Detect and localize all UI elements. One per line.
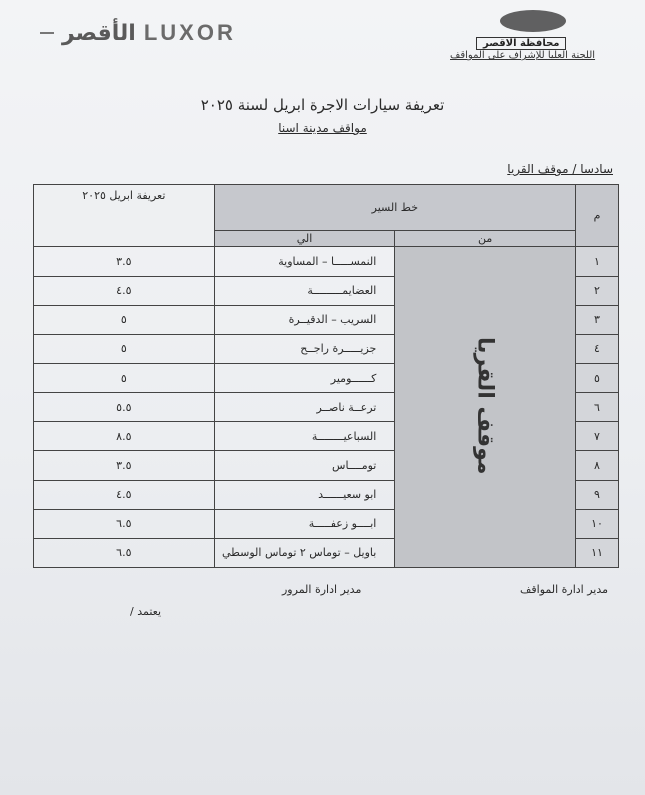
row-number: ١١ — [576, 538, 619, 567]
document-title: تعريفة سيارات الاجرة ابريل لسنة ٢٠٢٥ — [200, 96, 445, 114]
header-from: من — [395, 231, 576, 247]
parking-manager-signature: مدير ادارة المواقف — [520, 583, 609, 596]
destination-cell: السباعيــــــــة — [214, 422, 395, 451]
governorate-stamp: محافظة الاقصر — [476, 37, 566, 50]
destination-cell: تومــــاس — [214, 451, 395, 480]
eagle-emblem-icon — [500, 10, 566, 32]
fare-cell: ٥ — [34, 334, 215, 363]
row-number: ٤ — [576, 334, 619, 363]
logo-english: LUXOR — [143, 20, 236, 45]
logo-dash — [40, 32, 54, 34]
destination-cell: كــــــومير — [214, 364, 395, 393]
destination-cell: السريب – الدقيــرة — [214, 305, 395, 334]
header-to: الي — [214, 231, 395, 247]
fare-cell: ٥.٥ — [34, 393, 215, 422]
row-number: ٧ — [576, 422, 619, 451]
row-number: ٥ — [576, 364, 619, 393]
header-num: م — [576, 185, 619, 247]
fare-cell: ٤.٥ — [34, 276, 215, 305]
destination-cell: النمســـــا – المساوية — [214, 247, 395, 276]
from-station-cell — [395, 247, 576, 568]
fare-table — [33, 184, 619, 568]
logo-arabic: الأقصر — [62, 20, 136, 46]
row-number: ٨ — [576, 451, 619, 480]
destination-cell: ابو سعيــــــد — [214, 480, 395, 509]
row-number: ٩ — [576, 480, 619, 509]
approval-label: يعتمد / — [130, 605, 162, 618]
fare-cell: ٥ — [34, 305, 215, 334]
fare-cell: ٣.٥ — [34, 247, 215, 276]
row-number: ٦ — [576, 393, 619, 422]
row-number: ١ — [576, 247, 619, 276]
destination-cell: جزيـــــرة راجــح — [214, 334, 395, 363]
document-subtitle: مواقف مدينة اسنا — [278, 121, 367, 135]
station-location: سادسا / موقف القريا — [507, 162, 613, 176]
row-number: ٣ — [576, 305, 619, 334]
table-row — [34, 247, 619, 276]
fare-cell: ٥ — [34, 364, 215, 393]
header-fare: تعريفة ابريل ٢٠٢٥ — [34, 185, 215, 247]
from-station-label: موقف القريا — [472, 336, 498, 475]
destination-cell: باويل – توماس ٢ توماس الوسطي — [214, 538, 395, 567]
destination-cell: ترعــة ناصــر — [214, 393, 395, 422]
fare-cell: ٦.٥ — [34, 538, 215, 567]
destination-cell: ابــــو زعفـــــة — [214, 509, 395, 538]
destination-cell: العضايمـــــــــة — [214, 276, 395, 305]
fare-cell: ٣.٥ — [34, 451, 215, 480]
fare-cell: ٦.٥ — [34, 509, 215, 538]
row-number: ٢ — [576, 276, 619, 305]
header-route: خط السير — [214, 185, 575, 231]
row-number: ١٠ — [576, 509, 619, 538]
luxor-logo — [40, 20, 236, 46]
fare-cell: ٨.٥ — [34, 422, 215, 451]
committee-name: اللجنة العليا للإشراف على المواقف — [450, 50, 596, 61]
traffic-manager-signature: مدير ادارة المرور — [282, 583, 362, 596]
fare-cell: ٤.٥ — [34, 480, 215, 509]
